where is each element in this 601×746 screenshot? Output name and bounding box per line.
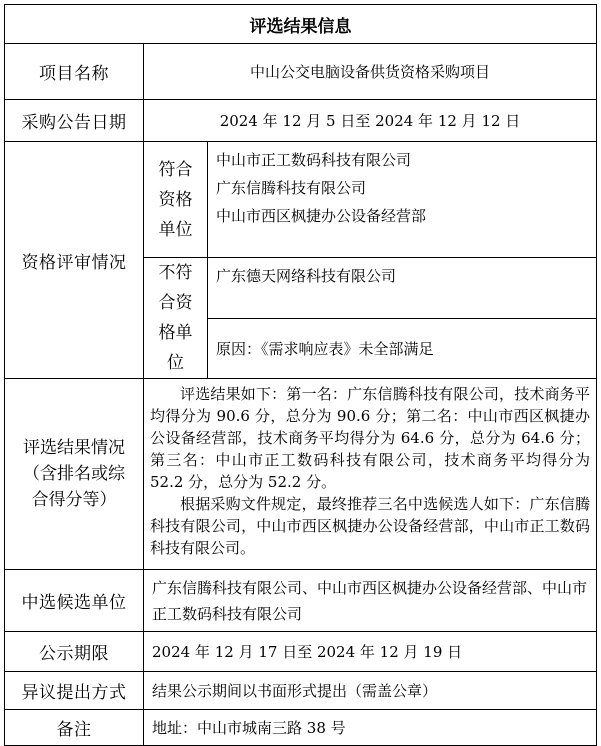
qualification-review-label: 资格评审情况 (5, 142, 144, 379)
announcement-date-label: 采购公告日期 (5, 100, 144, 142)
qualified-units-list (208, 142, 597, 258)
table-title: 评选结果信息 (5, 5, 597, 44)
results-label (5, 379, 144, 570)
qualified-unit: 广东信腾科技有限公司 (216, 179, 367, 197)
unqualified-reason: 原因：《需求响应表》未全部满足 (208, 319, 597, 379)
project-name-label: 项目名称 (5, 44, 144, 100)
unqualified-label-line: 格单 (158, 323, 193, 343)
results-label-line: 评选结果情况 (23, 438, 125, 458)
qualified-label-line: 符合 (158, 159, 193, 180)
results-label-line: 合得分等） (31, 490, 117, 510)
unqualified-unit: 广东德天网络科技有限公司 (208, 258, 597, 319)
objection-method-value: 结果公示期间以书面形式提出（需盖公章） (144, 672, 597, 710)
qualified-label-line: 资格 (158, 189, 193, 210)
qualified-units-label (144, 142, 208, 258)
unqualified-units-label (144, 258, 208, 379)
results-ranking-paragraph: 评选结果如下：第一名：广东信腾科技有限公司，技术商务平均得分为 90.6 分，总分为 90.6 分；第二名：中山市西区枫捷办公设备经营部，技术商务平均得分为 64.6 分，总分为 64.6 分；第三名：中山市正工数码科技有限公司，技术商务平均得分为 52.2 分，总分为 52.2 分。 (150, 385, 591, 491)
unqualified-label-line: 合资 (158, 293, 193, 313)
remarks-value: 地址：中山市城南三路 38 号 (144, 710, 597, 746)
qualified-label-line: 单位 (158, 219, 193, 240)
objection-method-label: 异议提出方式 (5, 672, 144, 710)
project-name-value: 中山公交电脑设备供货资格采购项目 (144, 44, 597, 100)
qualified-unit: 中山市正工数码科技有限公司 (216, 151, 412, 169)
results-content (144, 379, 597, 570)
unqualified-label-line: 位 (167, 353, 184, 373)
unqualified-label-line: 不符 (158, 263, 193, 283)
announcement-date-value: 2024 年 12 月 5 日至 2024 年 12 月 12 日 (144, 100, 597, 142)
remarks-label: 备注 (5, 710, 144, 746)
qualified-unit: 中山市西区枫捷办公设备经营部 (216, 207, 427, 225)
results-table (4, 4, 597, 746)
publicity-period-label: 公示期限 (5, 632, 144, 672)
results-label-line: （含排名或综 (23, 464, 125, 484)
candidates-label: 中选候选单位 (5, 570, 144, 632)
publicity-period-value: 2024 年 12 月 17 日至 2024 年 12 月 19 日 (144, 632, 597, 672)
results-recommendation-paragraph: 根据采购文件规定，最终推荐三名中选候选人如下：广东信腾科技有限公司，中山市西区枫捷办公设备经营部，中山市正工数码科技有限公司。 (150, 495, 591, 557)
candidates-value: 广东信腾科技有限公司、中山市西区枫捷办公设备经营部、中山市正工数码科技有限公司 (144, 570, 597, 632)
